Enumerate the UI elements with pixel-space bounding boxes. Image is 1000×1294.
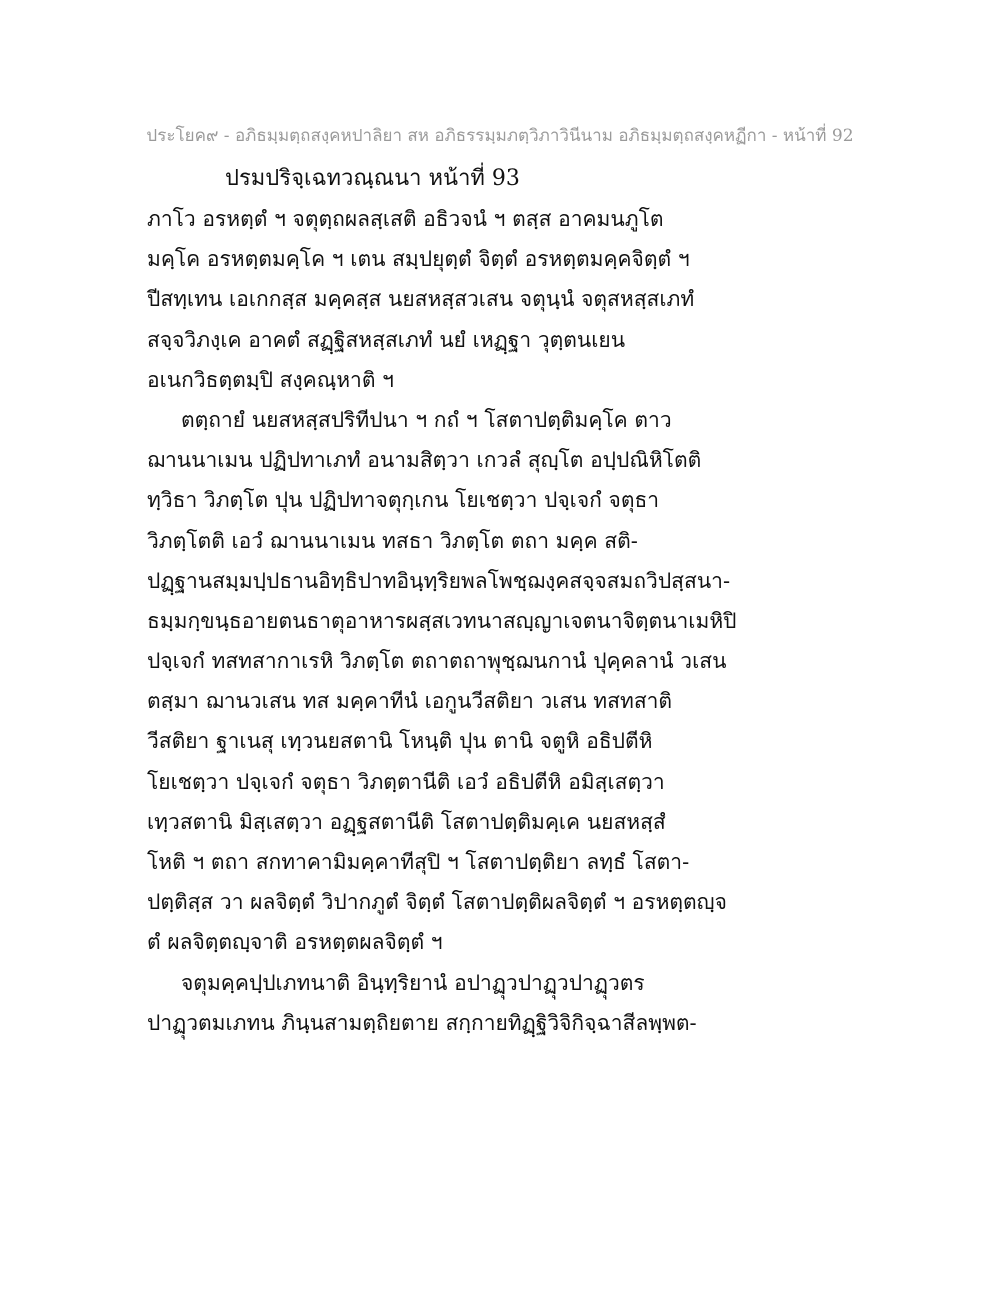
text-line: ปาฏุวตมเภทน ภินฺนสามตฺถิยตาย สกฺกายทิฏฺฐิวิจิกิจฺฉาสีลพฺพต- [147,1010,697,1035]
text-line: วีสติยา ฐาเนสุ เทฺวนยสตานิ โหนฺติ ปุน ตานิ จตูหิ อธิปตีหิ [147,729,653,754]
text-line: มคฺโค อรหตฺตมคฺโค ฯ เตน สมฺปยุตฺตํ จิตฺตํ อรหตฺตมคฺคจิตฺตํ ฯ [147,247,690,272]
body-text [147,199,867,1043]
text-line: ธมฺมกฺขนฺธอายตนธาตุอาหารผสฺสเวทนาสญฺญาเจตนาจิตฺตนาเมหิปิ [147,608,737,633]
paragraph-start-line: จตุมคฺคปฺปเภทนาติ อินฺทฺริยานํ อปาฏุวปาฏุวปาฏุวตร [181,970,645,995]
text-line: ปจฺเจกํ ทสทสากาเรหิ วิภตฺโต ตถาตถาพุชฺฌนกานํ ปุคฺคลานํ วเสน [147,649,727,674]
text-line: ทฺวิธา วิภตฺโต ปุน ปฏิปทาจตุกฺเกน โยเชตฺวา ปจฺเจกํ จตุธา [147,488,660,513]
text-line: ตํ ผลจิตฺตญฺจาติ อรหตฺตผลจิตฺตํ ฯ [147,930,443,955]
text-line: ปฏฺฐานสมฺมปฺปธานอิทฺธิปาทอินฺทฺริยพลโพชฺฌงฺคสจฺจสมถวิปสฺสนา- [147,568,731,593]
page-title: ปรมปริจฺเฉทวณฺณนา หน้าที่ 93 [225,166,520,191]
text-line: สจฺจวิภงฺเค อาคตํ สฏฺฐิสหสฺสเภทํ นยํ เหฏฺฐา วุตฺตนเยน [147,327,626,352]
text-line: ฌานนาเมน ปฏิปทาเภทํ อนามสิตฺวา เกวลํ สุญฺโต อปฺปณิหิโตติ [147,448,702,473]
text-line: ตสฺมา ฌานวเสน ทส มคฺคาทีนํ เอกูนวีสติยา วเสน ทสทสาติ [147,689,673,714]
paragraph-start-line: ตตฺถายํ นยสหสฺสปริทีปนา ฯ กถํ ฯ โสตาปตฺติมคฺโค ตาว [181,407,672,432]
text-line: โยเชตฺวา ปจฺเจกํ จตุธา วิภตฺตานีติ เอวํ อธิปตีหิ อมิสฺเสตฺวา [147,769,665,794]
text-line: ปตฺติสฺส วา ผลจิตฺตํ วิปากภูตํ จิตฺตํ โสตาปตฺติผลจิตฺตํ ฯ อรหตฺตญฺจ [147,890,727,915]
text-line: ปีสทฺเทน เอเกกสฺส มคฺคสฺส นยสหสฺสวเสน จตุนฺนํ จตุสหสฺสเภทํ [147,287,695,312]
text-line: วิภตฺโตติ เอวํ ฌานนาเมน ทสธา วิภตฺโต ตถา มคฺค สติ- [147,528,638,553]
text-line: อเนกวิธตฺตมฺปิ สงฺคณฺหาติ ฯ [147,367,394,392]
text-line: เทฺวสตานิ มิสฺเสตฺวา อฏฺฐสตานีติ โสตาปตฺติมคฺเค นยสหสฺสํ [147,809,666,834]
text-line: ภาโว อรหตฺตํ ฯ จตุตฺถผลสฺเสติ อธิวจนํ ฯ ตสฺส อาคมนภูโต [147,207,664,231]
text-line: โหติ ฯ ตถา สกทาคามิมคฺคาทีสุปิ ฯ โสตาปตฺติยา ลทฺธํ โสตา- [147,850,690,874]
running-header: ประโยค๙ - อภิธมฺมตฺถสงฺคหปาลิยา สห อภิธรรมฺมภตฺวิภาวินีนาม อภิธมฺมตฺถสงฺคหฏีกา - หน้าที่ 92 [146,126,854,146]
